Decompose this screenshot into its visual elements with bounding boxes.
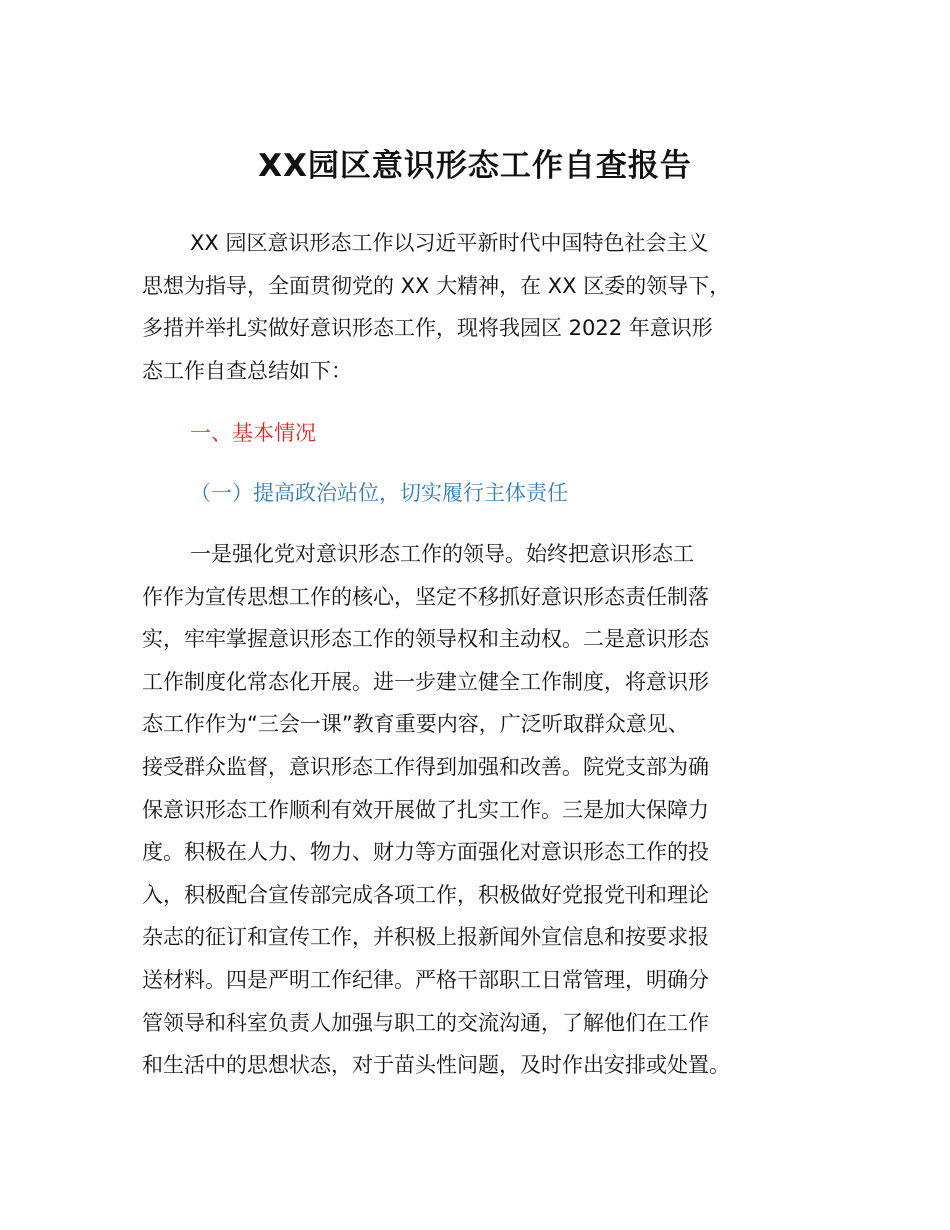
body-line: 送材料。四是严明工作纪律。严格干部职工日常管理，明确分 bbox=[142, 967, 709, 992]
body-line: 接受群众监督，意识形态工作得到加强和改善。院党支部为确 bbox=[142, 754, 709, 779]
body-line: 杂志的征订和宣传工作，并积极上报新闻外宣信息和按要求报 bbox=[142, 925, 709, 950]
subsection-heading: （一）提高政治站位，切实履行主体责任 bbox=[190, 481, 568, 505]
intro-line: 态工作自查总结如下： bbox=[142, 358, 352, 383]
intro-line: XX 园区意识形态工作以习近平新时代中国特色社会主义 bbox=[190, 231, 709, 255]
body-line: 工作制度化常态化开展。进一步建立健全工作制度，将意识形 bbox=[142, 669, 709, 694]
body-line: 一是强化党对意识形态工作的领导。始终把意识形态工 bbox=[190, 542, 694, 566]
body-line: 入，积极配合宣传部完成各项工作，积极做好党报党刊和理论 bbox=[142, 882, 709, 907]
body-line: 度。积极在人力、物力、财力等方面强化对意识形态工作的投 bbox=[142, 840, 709, 865]
body-line: 作作为宣传思想工作的核心，坚定不移抓好意识形态责任制落 bbox=[142, 584, 709, 609]
body-line: 管领导和科室负责人加强与职工的交流沟通，了解他们在工作 bbox=[142, 1010, 709, 1035]
body-line: 态工作作为“三会一课”教育重要内容，广泛听取群众意见、 bbox=[142, 712, 689, 737]
body-line: 保意识形态工作顺利有效开展做了扎实工作。三是加大保障力 bbox=[142, 797, 709, 822]
section-heading: 一、基本情况 bbox=[190, 421, 316, 445]
body-paragraph bbox=[142, 533, 822, 1087]
intro-line: 多措并举扎实做好意识形态工作，现将我园区 2022 年意识形 bbox=[142, 316, 713, 341]
body-line: 和生活中的思想状态，对于苗头性问题，及时作出安排或处置。 bbox=[142, 1053, 730, 1078]
body-line: 实，牢牢掌握意识形态工作的领导权和主动权。二是意识形态 bbox=[142, 627, 709, 652]
intro-paragraph bbox=[142, 222, 822, 392]
intro-line: 思想为指导，全面贯彻党的 XX 大精神，在 XX 区委的领导下， bbox=[142, 273, 731, 298]
document-title: XX园区意识形态工作自查报告 bbox=[258, 148, 692, 184]
